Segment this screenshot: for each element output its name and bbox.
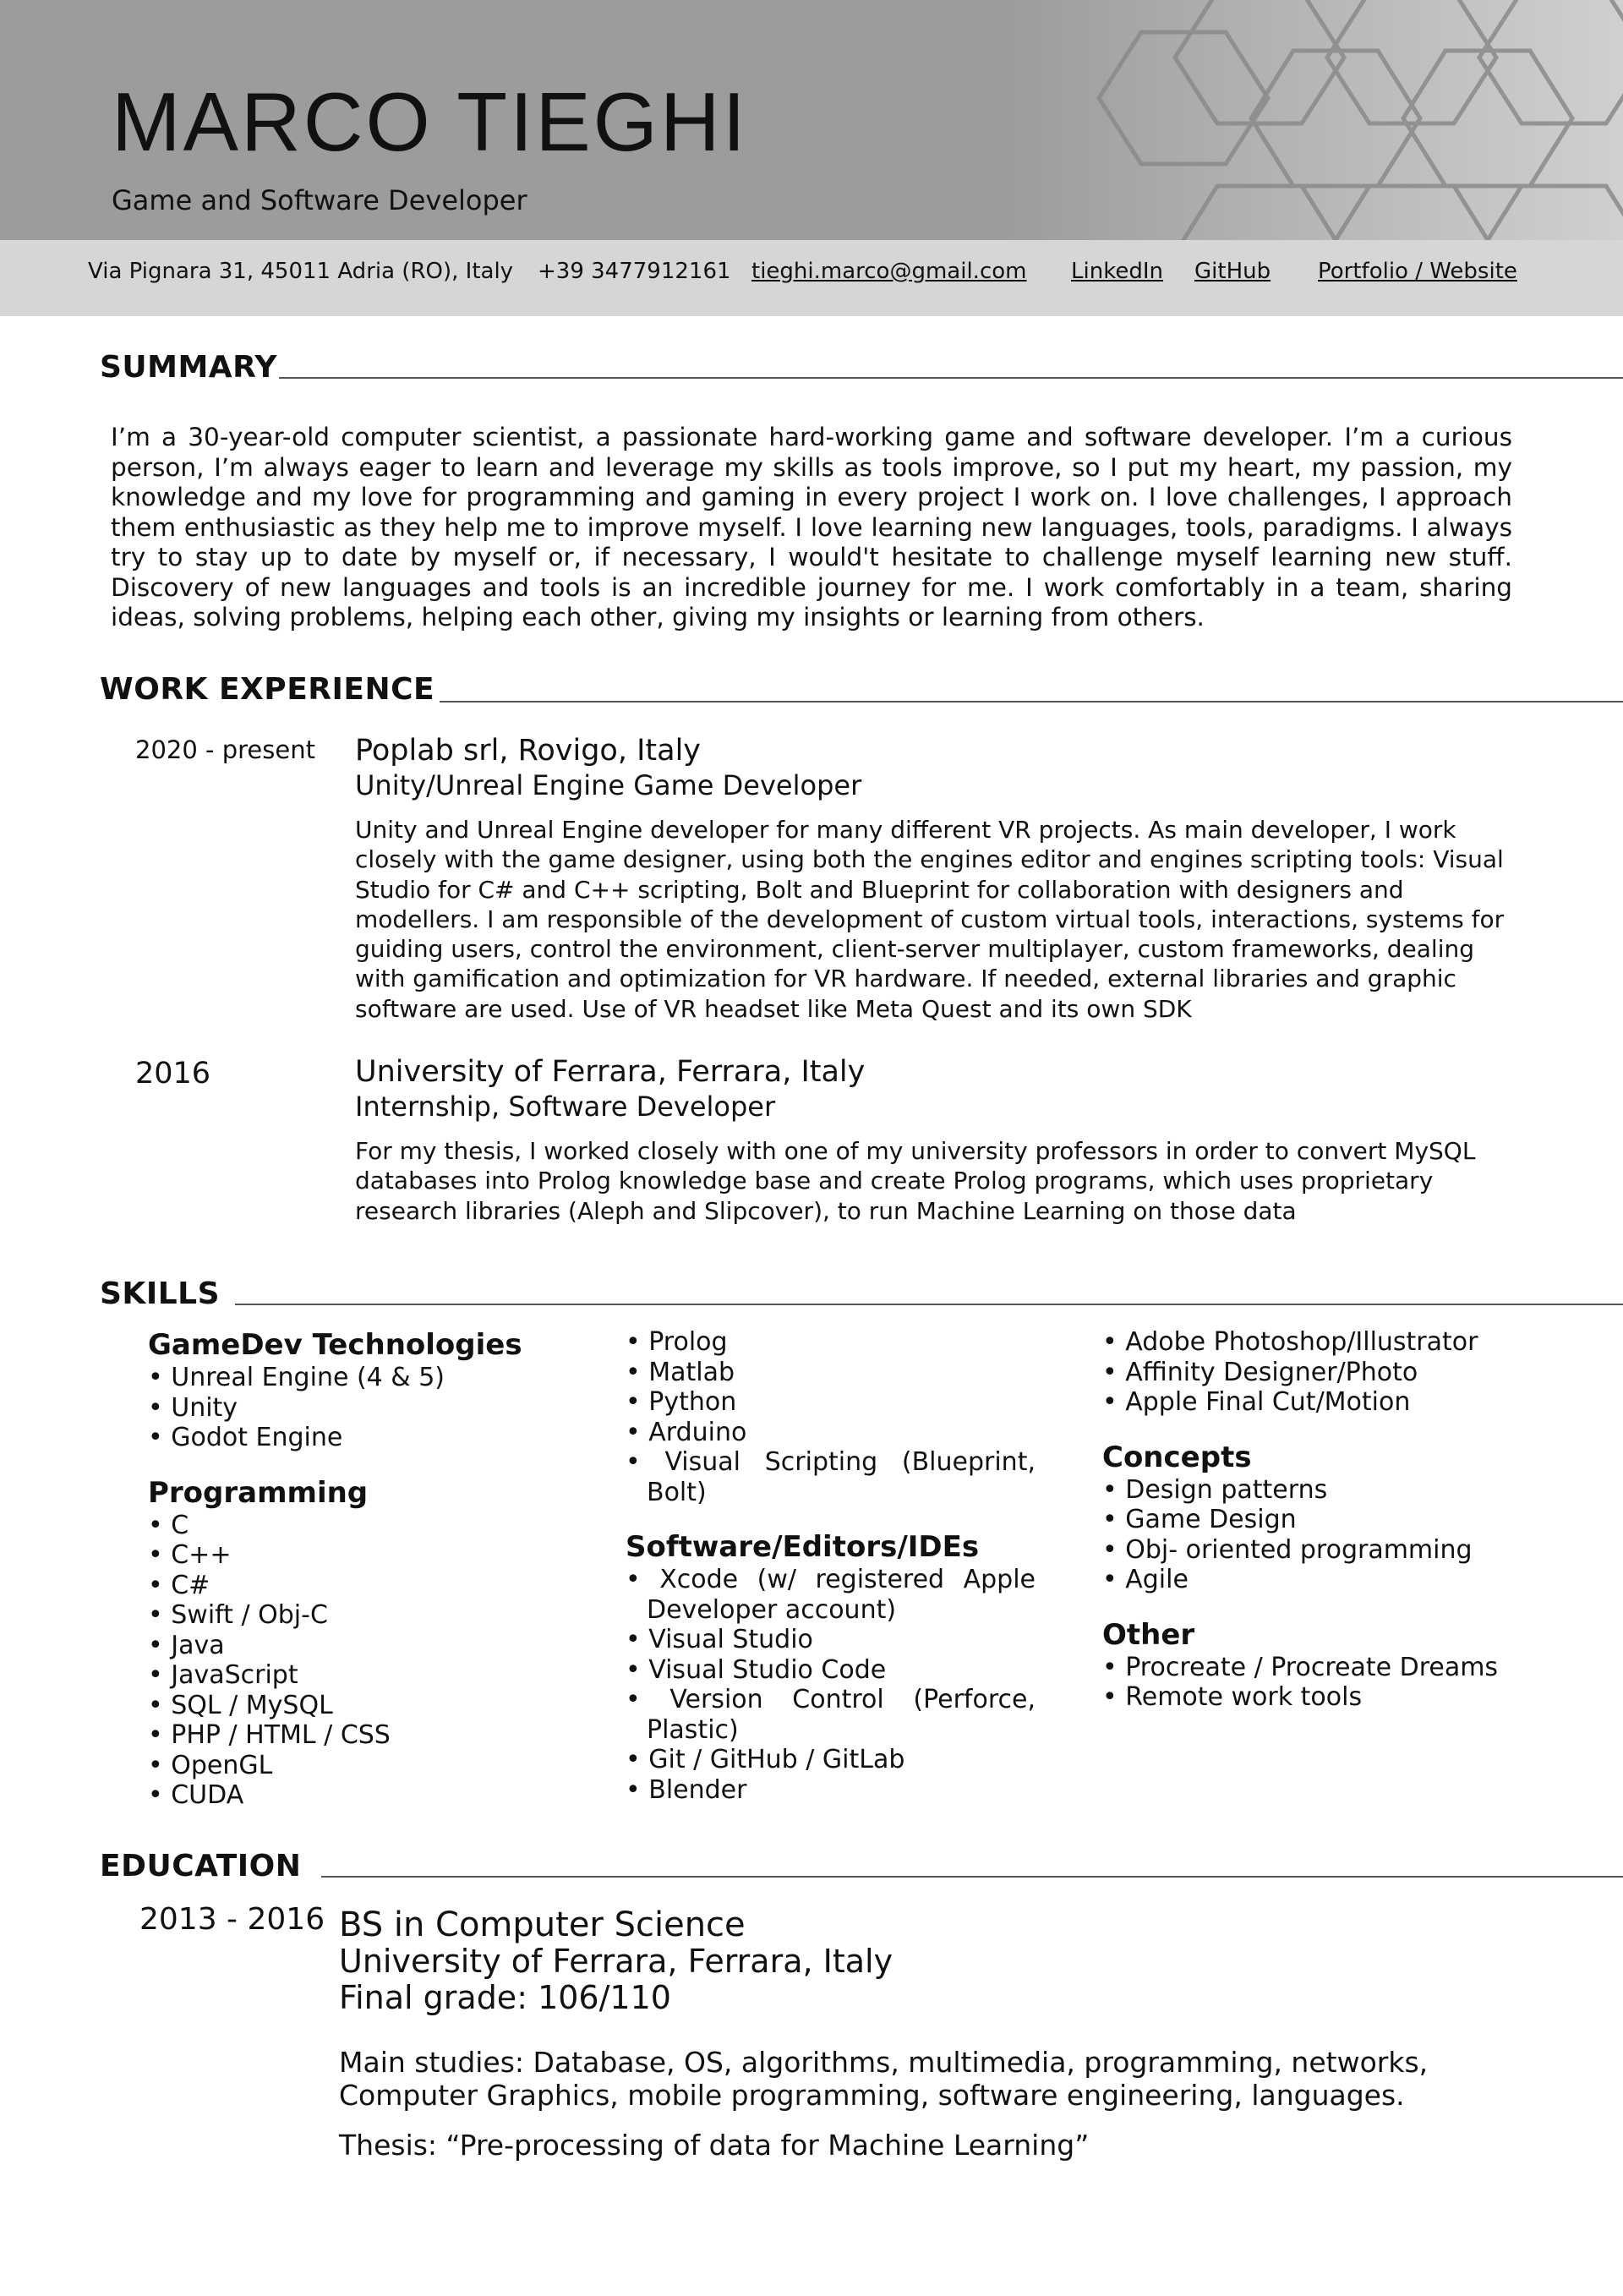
skills-column-2 — [626, 1327, 1036, 1805]
skill-item: • Affinity Designer/Photo — [1102, 1358, 1593, 1388]
skill-item: • C++ — [148, 1540, 638, 1571]
skill-item: • Swift / Obj-C — [148, 1600, 638, 1631]
skills-divider — [235, 1304, 1623, 1305]
skill-category-heading: Software/Editors/IDEs — [626, 1530, 980, 1564]
summary-heading: SUMMARY — [100, 350, 277, 385]
work-date: 2016 — [135, 1057, 211, 1091]
work-role: Unity/Unreal Engine Game Developer — [355, 769, 862, 801]
skill-item: • Unity — [148, 1393, 638, 1424]
email-link[interactable]: tieghi.marco@gmail.com — [751, 259, 1027, 284]
phone-text: +39 3477912161 — [538, 259, 731, 284]
skill-category-heading: Programming — [148, 1475, 369, 1510]
skill-item: • Game Design — [1102, 1505, 1593, 1535]
skill-item: • Remote work tools — [1102, 1682, 1593, 1713]
work-heading: WORK EXPERIENCE — [100, 672, 435, 707]
skill-list — [148, 1363, 638, 1453]
education-thesis: Thesis: “Pre-processing of data for Machine Learning” — [339, 2129, 1090, 2162]
work-description: For my thesis, I worked closely with one of my university professors in order to convert MySQL databases into Prolog knowledge base and create Prolog programs, which uses proprietary research libraries (Aleph and Slipcover), to run Machine Learning on those data — [355, 1137, 1476, 1225]
summary-text: I’m a 30-year-old computer scientist, a passionate hard-working game and software developer. I’m a curious person, I’m always eager to learn and leverage my skills as tools improve, so I put my heart, my passion, my knowledge and my love for programming and gaming in every project I work on. I love challenges, I approach them enthusiastic as they help me to improve myself. I love learning new languages, tools, paradigms. I always try to stay up to date by myself or, if necessary, I would't hesitate to challenge myself learning new stuff. Discovery of new languages and tools is an incredible journey for me. I work comfortably in a team, sharing ideas, solving problems, helping each other, giving my insights or learning from others. — [111, 423, 1512, 631]
education-divider — [321, 1876, 1623, 1878]
skill-list — [626, 1327, 1036, 1507]
header-banner — [0, 0, 1623, 240]
address-text: Via Pignara 31, 45011 Adria (RO), Italy — [88, 259, 514, 284]
skill-category-heading: Other — [1102, 1617, 1195, 1652]
skill-list — [626, 1565, 1036, 1805]
skill-item: • CUDA — [148, 1780, 638, 1811]
skill-item: • Xcode (w/ registered Apple Developer account) — [626, 1565, 1036, 1625]
skill-item: • Version Control (Perforce, Plastic) — [626, 1685, 1036, 1745]
skill-list — [148, 1511, 638, 1811]
skill-item: • Godot Engine — [148, 1423, 638, 1453]
skill-item: • Unreal Engine (4 & 5) — [148, 1363, 638, 1393]
skill-item: • Java — [148, 1631, 638, 1661]
skill-item: • Procreate / Procreate Dreams — [1102, 1653, 1593, 1683]
skill-list — [1102, 1475, 1593, 1595]
work-date: 2020 - present — [135, 735, 315, 764]
linkedin-link[interactable]: LinkedIn — [1071, 259, 1163, 284]
skill-item: • Arduino — [626, 1418, 1036, 1448]
work-company: Poplab srl, Rovigo, Italy — [355, 734, 702, 768]
work-company: University of Ferrara, Ferrara, Italy — [355, 1055, 866, 1089]
skill-category-heading: Concepts — [1102, 1440, 1252, 1474]
skill-item: • OpenGL — [148, 1751, 638, 1781]
skills-column-3 — [1102, 1327, 1593, 1713]
skill-item: • Visual Studio — [626, 1625, 1036, 1655]
education-degree: BS in Computer Science — [339, 1905, 746, 1944]
skill-item: • Visual Studio Code — [626, 1655, 1036, 1686]
skill-category-heading: GameDev Technologies — [148, 1328, 522, 1362]
skill-list — [1102, 1653, 1593, 1713]
skill-item: • Git / GitHub / GitLab — [626, 1745, 1036, 1775]
skill-item: • C — [148, 1511, 638, 1541]
skill-item: • SQL / MySQL — [148, 1691, 638, 1721]
education-school: University of Ferrara, Ferrara, Italy — [339, 1943, 893, 1980]
skill-item: • Design patterns — [1102, 1475, 1593, 1506]
skill-item: • Blender — [626, 1775, 1036, 1806]
education-studies: Main studies: Database, OS, algorithms, multimedia, programming, networks, Computer Graphics, mobile programming, software engineering, languages. — [339, 2046, 1429, 2112]
github-link[interactable]: GitHub — [1194, 259, 1271, 284]
skill-item: • PHP / HTML / CSS — [148, 1720, 638, 1751]
summary-divider — [279, 377, 1623, 379]
skill-item: • Adobe Photoshop/Illustrator — [1102, 1327, 1593, 1358]
skill-item: • Python — [626, 1387, 1036, 1418]
skill-item: • Agile — [1102, 1565, 1593, 1595]
skill-item: • JavaScript — [148, 1660, 638, 1691]
skill-item: • Apple Final Cut/Motion — [1102, 1387, 1593, 1418]
skills-heading: SKILLS — [100, 1276, 221, 1311]
skill-item: • Obj- oriented programming — [1102, 1535, 1593, 1566]
skills-column-1 — [148, 1327, 638, 1811]
skill-item: • C# — [148, 1571, 638, 1601]
work-description: Unity and Unreal Engine developer for many different VR projects. As main developer, I work closely with the game designer, using both the engines editor and engines scripting tools: Visual Studio for C# and C++ scripting, Bolt and Blueprint for collaboration with designers and modellers. I am responsible of the development of custom virtual tools, interactions, systems for guiding users, control the environment, client-server multiplayer, custom frameworks, dealing with gamification and optimization for VR hardware. If needed, external libraries and graphic software are used. Use of VR headset like Meta Quest and its own SDK — [355, 816, 1505, 1023]
work-role: Internship, Software Developer — [355, 1091, 776, 1123]
job-title: Game and Software Developer — [112, 184, 527, 216]
education-grade: Final grade: 106/110 — [339, 1979, 671, 2016]
skill-item: • Matlab — [626, 1358, 1036, 1388]
education-heading: EDUCATION — [100, 1849, 302, 1883]
education-date: 2013 - 2016 — [139, 1902, 325, 1937]
portfolio-link[interactable]: Portfolio / Website — [1318, 259, 1517, 284]
skill-item: • Visual Scripting (Blueprint, Bolt) — [626, 1447, 1036, 1507]
skill-list — [1102, 1327, 1593, 1418]
person-name: MARCO TIEGHI — [112, 75, 748, 168]
work-divider — [440, 701, 1623, 702]
skill-item: • Prolog — [626, 1327, 1036, 1358]
